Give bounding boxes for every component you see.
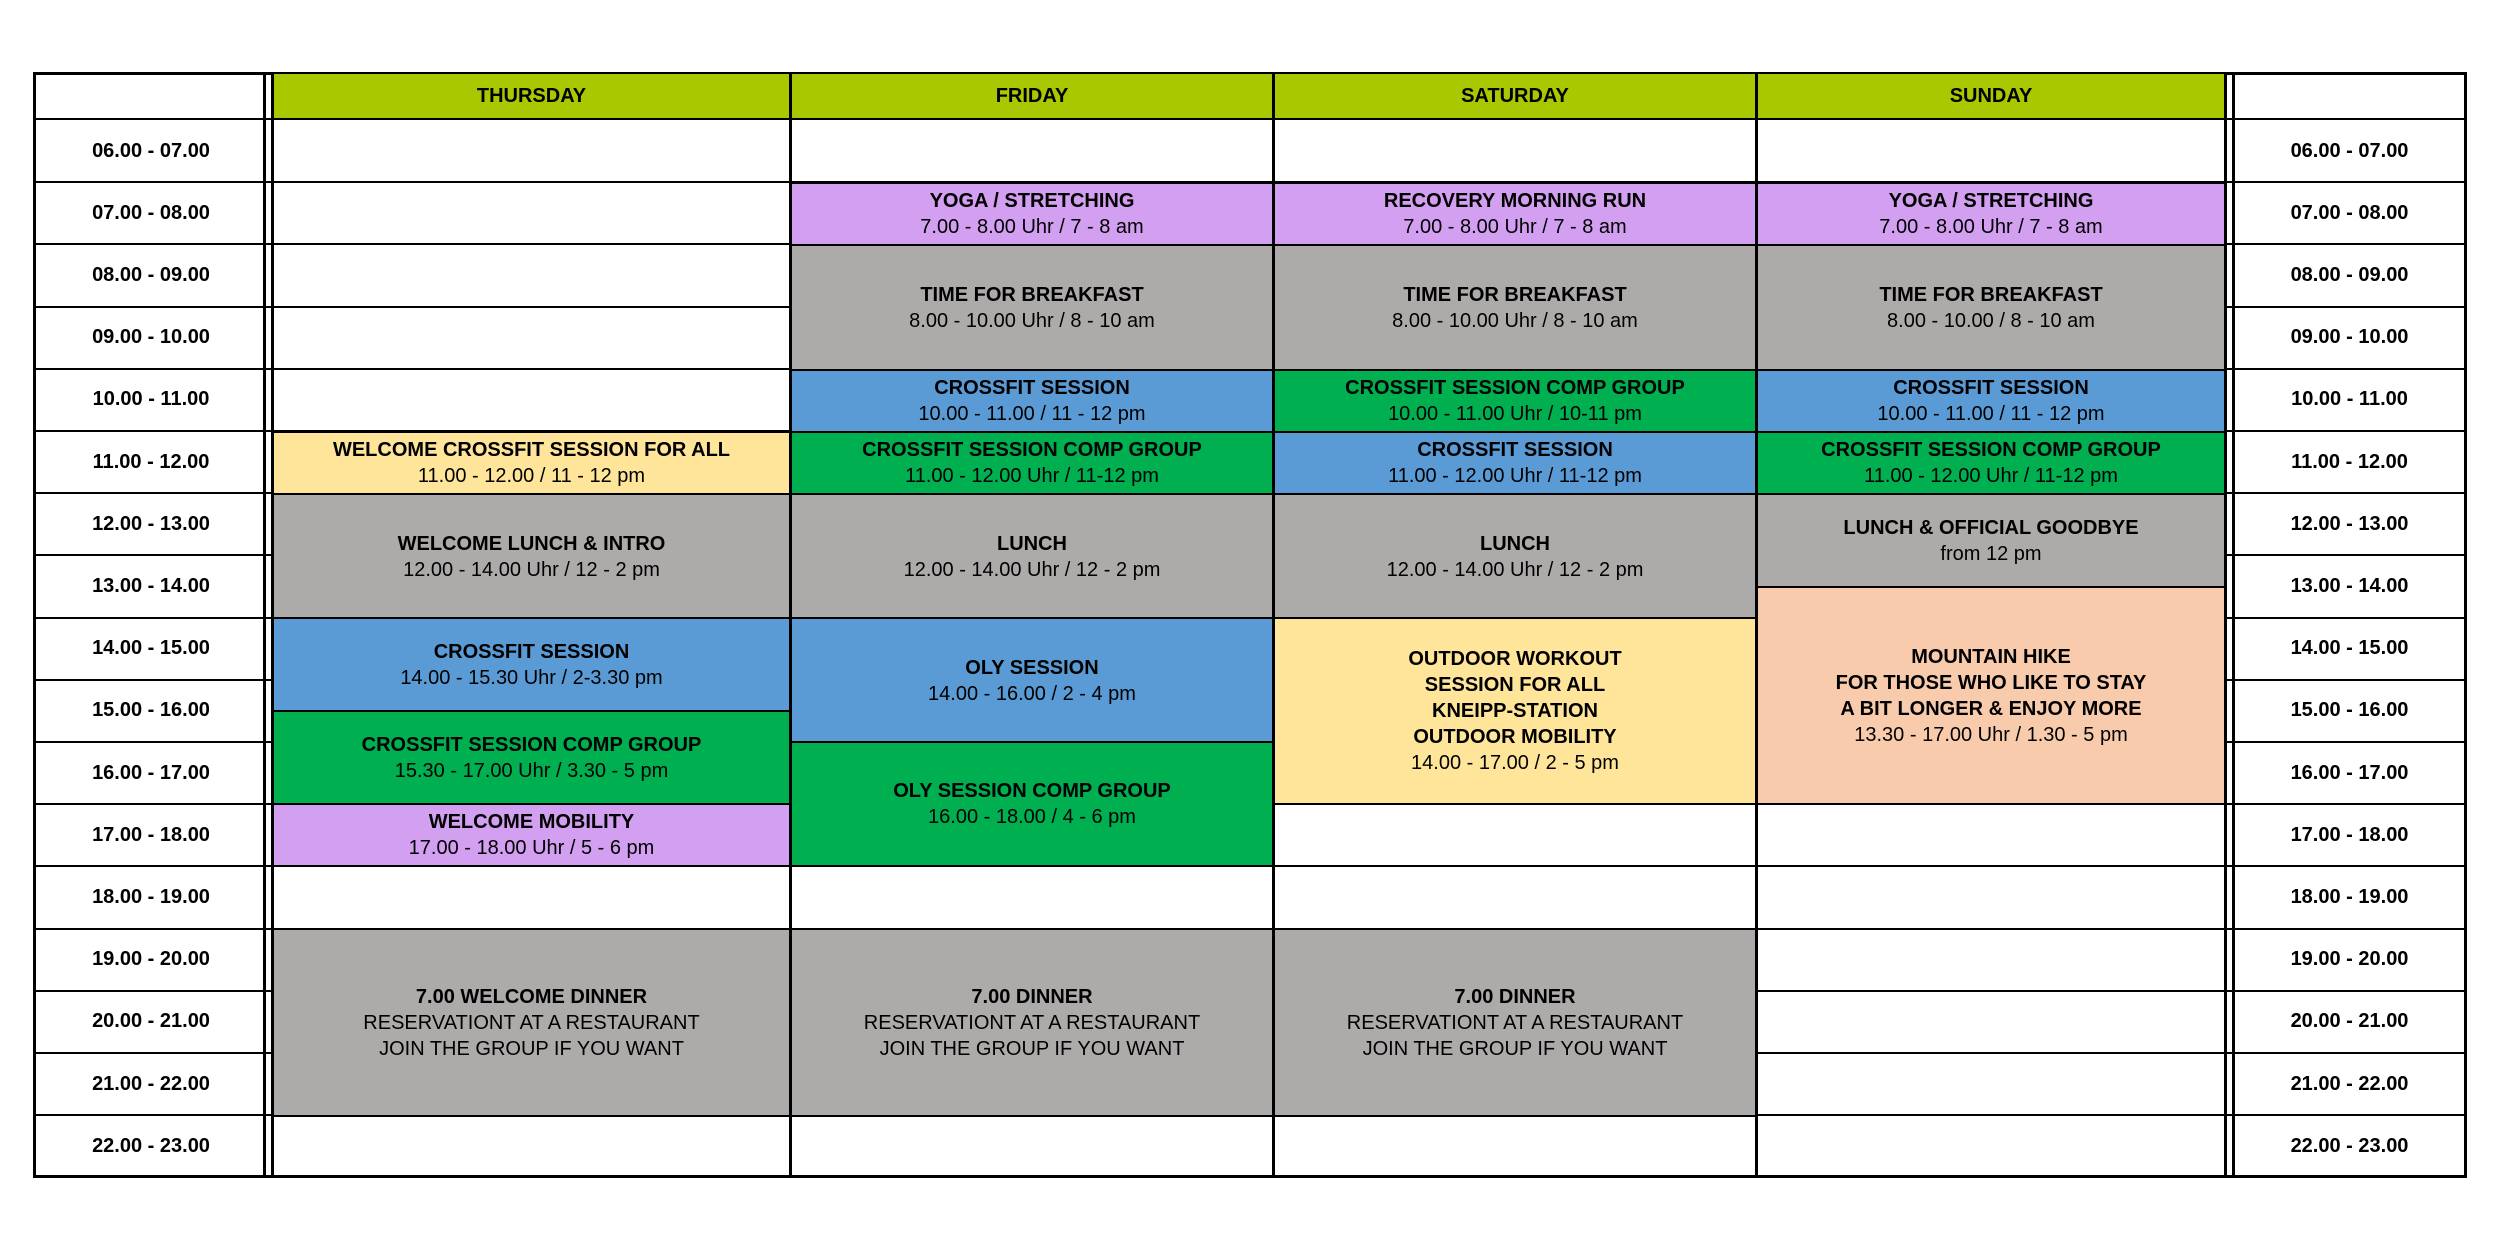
time-label-right: 20.00 - 21.00 [2290, 1010, 2409, 1033]
event-title: SESSION FOR ALL [1424, 674, 1606, 696]
event-time: 14.00 - 17.00 / 2 - 5 pm [1411, 752, 1619, 774]
event-title: KNEIPP-STATION [1432, 700, 1598, 722]
event-line: RESERVATIONT AT A RESTAURANT [1346, 1011, 1684, 1034]
time-label-left: 16.00 - 17.00 [92, 761, 210, 784]
event-title: CROSSFIT SESSION COMP GROUP [862, 439, 1202, 461]
event-time: 10.00 - 11.00 / 11 - 12 pm [918, 403, 1146, 425]
event-sun-hike[interactable] [1756, 586, 2226, 805]
time-label-right: 11.00 - 12.00 [2291, 450, 2408, 473]
event-title: CROSSFIT SESSION [433, 640, 630, 663]
event-thu-mobility[interactable] [272, 803, 791, 867]
event-time: 10.00 - 11.00 Uhr / 10-11 pm [1388, 403, 1642, 425]
event-title: OLY SESSION COMP GROUP [893, 780, 1171, 802]
event-sat-crossfit[interactable] [1273, 431, 1757, 495]
time-label-left: 19.00 - 20.00 [92, 948, 210, 971]
event-thu-crossfit[interactable] [272, 617, 791, 712]
event-time: 7.00 - 8.00 Uhr / 7 - 8 am [1403, 216, 1627, 238]
time-label-left: 07.00 - 08.00 [92, 201, 210, 224]
event-time: 11.00 - 12.00 / 11 - 12 pm [417, 465, 646, 487]
event-title: TIME FOR BREAKFAST [1403, 283, 1627, 306]
event-fri-yoga[interactable] [790, 182, 1274, 246]
event-title: WELCOME LUNCH & INTRO [397, 532, 666, 555]
time-label-left: 18.00 - 19.00 [92, 885, 210, 908]
time-label-right: 06.00 - 07.00 [2290, 139, 2409, 162]
time-label-left: 06.00 - 07.00 [92, 139, 210, 162]
event-thu-welcome-crossfit[interactable] [272, 431, 791, 495]
event-title: CROSSFIT SESSION [1417, 439, 1613, 461]
event-thu-dinner[interactable] [272, 928, 791, 1117]
event-sun-crossfit-comp[interactable] [1756, 431, 2226, 495]
event-time: 12.00 - 14.00 Uhr / 12 - 2 pm [903, 558, 1161, 581]
day-header-thursday: THURSDAY [272, 72, 791, 120]
time-label-right: 15.00 - 16.00 [2290, 699, 2409, 722]
day-header-sunday: SUNDAY [1756, 72, 2226, 120]
event-time: 8.00 - 10.00 / 8 - 10 am [1887, 309, 2095, 332]
event-title: CROSSFIT SESSION [934, 377, 1130, 399]
event-time: 11.00 - 12.00 Uhr / 11-12 pm [1388, 465, 1642, 487]
time-label-left: 17.00 - 18.00 [92, 823, 210, 846]
event-title: CROSSFIT SESSION [1893, 377, 2089, 399]
event-title: WELCOME CROSSFIT SESSION FOR ALL [332, 439, 731, 461]
event-fri-crossfit-comp[interactable] [790, 431, 1274, 495]
event-line: JOIN THE GROUP IF YOU WANT [379, 1037, 684, 1060]
event-time: 8.00 - 10.00 Uhr / 8 - 10 am [1392, 309, 1638, 332]
event-thu-crossfit-comp[interactable] [272, 710, 791, 805]
event-sat-lunch[interactable] [1273, 493, 1757, 620]
event-time: 8.00 - 10.00 Uhr / 8 - 10 am [909, 309, 1155, 332]
event-title: 7.00 DINNER [971, 985, 1093, 1008]
event-sun-crossfit[interactable] [1756, 369, 2226, 433]
event-fri-oly[interactable] [790, 617, 1274, 744]
event-title: A BIT LONGER & ENJOY MORE [1840, 697, 2142, 720]
event-title: TIME FOR BREAKFAST [1879, 283, 2103, 306]
day-header-saturday: SATURDAY [1273, 72, 1757, 120]
time-label-left: 21.00 - 22.00 [92, 1072, 210, 1095]
event-title: MOUNTAIN HIKE [1911, 645, 2071, 668]
time-label-left: 08.00 - 09.00 [92, 263, 210, 286]
event-sat-crossfit-comp[interactable] [1273, 369, 1757, 433]
event-sat-dinner[interactable] [1273, 928, 1757, 1117]
time-label-left: 10.00 - 11.00 [92, 388, 210, 411]
time-label-right: 19.00 - 20.00 [2290, 948, 2409, 971]
event-title: LUNCH & OFFICIAL GOODBYE [1843, 516, 2139, 539]
time-label-left: 09.00 - 10.00 [92, 326, 210, 349]
time-label-right: 16.00 - 17.00 [2290, 761, 2409, 784]
event-time: 14.00 - 15.30 Uhr / 2-3.30 pm [400, 666, 663, 689]
event-time: 11.00 - 12.00 Uhr / 11-12 pm [1864, 465, 2118, 487]
event-time: 7.00 - 8.00 Uhr / 7 - 8 am [1879, 216, 2103, 238]
event-time: 10.00 - 11.00 / 11 - 12 pm [1877, 403, 2105, 425]
event-title: CROSSFIT SESSION COMP GROUP [361, 733, 702, 756]
event-time: 11.00 - 12.00 Uhr / 11-12 pm [905, 465, 1159, 487]
event-title: WELCOME MOBILITY [428, 811, 635, 833]
event-title: FOR THOSE WHO LIKE TO STAY [1835, 671, 2147, 694]
time-label-left: 22.00 - 23.00 [92, 1134, 210, 1157]
event-title: YOGA / STRETCHING [1888, 190, 2094, 212]
event-time: 13.30 - 17.00 Uhr / 1.30 - 5 pm [1854, 723, 2128, 746]
time-label-right: 12.00 - 13.00 [2290, 512, 2409, 535]
event-sun-yoga[interactable] [1756, 182, 2226, 246]
event-title: YOGA / STRETCHING [929, 190, 1135, 212]
time-label-left: 14.00 - 15.00 [92, 637, 210, 660]
event-sun-breakfast[interactable] [1756, 244, 2226, 371]
time-label-left: 15.00 - 16.00 [92, 699, 210, 722]
time-label-left: 11.00 - 12.00 [92, 450, 210, 473]
event-sat-outdoor[interactable] [1273, 617, 1757, 805]
event-line: JOIN THE GROUP IF YOU WANT [879, 1037, 1185, 1060]
time-label-left: 13.00 - 14.00 [92, 574, 210, 597]
event-title: RECOVERY MORNING RUN [1383, 190, 1647, 212]
event-title: LUNCH [997, 532, 1067, 555]
event-title: OUTDOOR MOBILITY [1413, 726, 1617, 748]
event-line: JOIN THE GROUP IF YOU WANT [1362, 1037, 1668, 1060]
time-label-right: 08.00 - 09.00 [2290, 263, 2409, 286]
event-title: LUNCH [1480, 532, 1550, 555]
event-fri-crossfit[interactable] [790, 369, 1274, 433]
time-label-right: 13.00 - 14.00 [2290, 574, 2409, 597]
event-sat-run[interactable] [1273, 182, 1757, 246]
time-label-right: 22.00 - 23.00 [2290, 1134, 2409, 1157]
event-time: 17.00 - 18.00 Uhr / 5 - 6 pm [408, 837, 655, 859]
event-title: OLY SESSION [965, 656, 1099, 679]
event-sat-breakfast[interactable] [1273, 244, 1757, 371]
event-time: 7.00 - 8.00 Uhr / 7 - 8 am [920, 216, 1144, 238]
event-time: 14.00 - 16.00 / 2 - 4 pm [928, 682, 1136, 705]
event-time: 16.00 - 18.00 / 4 - 6 pm [928, 806, 1136, 828]
event-title: CROSSFIT SESSION COMP GROUP [1821, 439, 2161, 461]
event-title: 7.00 DINNER [1454, 985, 1576, 1008]
event-time: from 12 pm [1940, 542, 2042, 565]
event-title: CROSSFIT SESSION COMP GROUP [1345, 377, 1685, 399]
event-fri-breakfast[interactable] [790, 244, 1274, 371]
event-thu-welcome-lunch[interactable] [272, 493, 791, 620]
time-label-right: 09.00 - 10.00 [2290, 326, 2409, 349]
day-header-friday: FRIDAY [790, 72, 1274, 120]
event-time: 15.30 - 17.00 Uhr / 3.30 - 5 pm [394, 759, 669, 782]
time-label-right: 21.00 - 22.00 [2290, 1072, 2409, 1095]
event-fri-oly-comp[interactable] [790, 741, 1274, 867]
time-label-left: 12.00 - 13.00 [92, 512, 210, 535]
event-line: RESERVATIONT AT A RESTAURANT [863, 1011, 1201, 1034]
event-title: OUTDOOR WORKOUT [1408, 648, 1622, 670]
time-label-right: 18.00 - 19.00 [2290, 885, 2409, 908]
event-time: 12.00 - 14.00 Uhr / 12 - 2 pm [403, 558, 660, 581]
event-time: 12.00 - 14.00 Uhr / 12 - 2 pm [1386, 558, 1644, 581]
time-label-right: 07.00 - 08.00 [2290, 201, 2409, 224]
event-fri-dinner[interactable] [790, 928, 1274, 1117]
event-line: RESERVATIONT AT A RESTAURANT [363, 1011, 700, 1034]
event-sun-goodbye[interactable] [1756, 493, 2226, 588]
time-label-right: 14.00 - 15.00 [2290, 637, 2409, 660]
event-fri-lunch[interactable] [790, 493, 1274, 620]
time-label-right: 17.00 - 18.00 [2290, 823, 2409, 846]
event-title: 7.00 WELCOME DINNER [415, 985, 648, 1008]
time-label-left: 20.00 - 21.00 [92, 1010, 210, 1033]
time-label-right: 10.00 - 11.00 [2291, 388, 2408, 411]
event-title: TIME FOR BREAKFAST [920, 283, 1144, 306]
